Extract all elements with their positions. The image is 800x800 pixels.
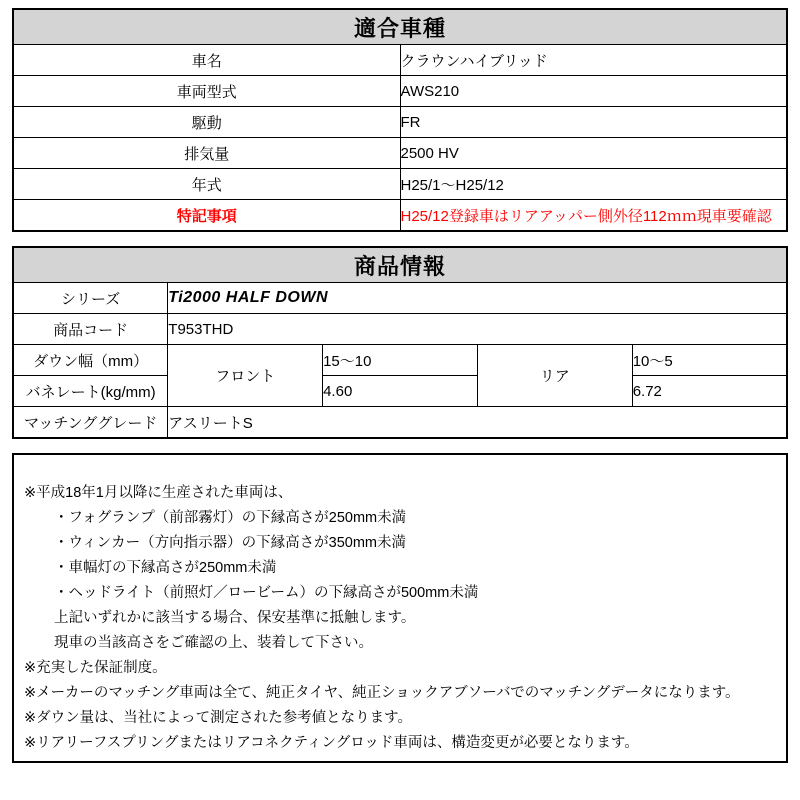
row-label-down-height: ダウン幅（mm）: [13, 345, 168, 376]
row-label-spring-rate: バネレート(kg/mm): [13, 376, 168, 407]
product-info-table: [12, 246, 788, 439]
note-line: ※平成18年1月以降に生産された車両は、: [24, 485, 293, 501]
table-row: [13, 169, 787, 200]
row-label-series: シリーズ: [13, 283, 168, 314]
axle-label-rear: リア: [477, 345, 632, 407]
row-value-series: Ti2000 HALF DOWN: [168, 283, 787, 314]
row-value-car-name: クラウンハイブリッド: [400, 45, 787, 76]
row-label-special-note: 特記事項: [13, 200, 400, 232]
row-value-drivetrain: FR: [400, 107, 787, 138]
table-spacer: [12, 232, 788, 246]
vehicle-table-title: 適合車種: [13, 9, 787, 45]
table-row: [13, 200, 787, 232]
note-line: ※メーカーのマッチング車両は全て、純正タイヤ、純正ショックアブソーバでのマッチングデータになります。: [24, 685, 740, 701]
note-line: ・フォグランプ（前部霧灯）の下縁高さが250mm未満: [54, 510, 407, 526]
note-line: ※リアリーフスプリングまたはリアコネクティングロッド車両は、構造変更が必要となります。: [24, 735, 639, 751]
axle-label-front: フロント: [168, 345, 323, 407]
note-line: ※充実した保証制度。: [24, 660, 167, 676]
table-row: [13, 345, 787, 376]
table-title-row: [13, 247, 787, 283]
row-label-product-code: 商品コード: [13, 314, 168, 345]
product-table-title: 商品情報: [13, 247, 787, 283]
row-label-car-name: 車名: [13, 45, 400, 76]
value-rear-down: 10〜5: [632, 345, 787, 376]
row-label-drivetrain: 駆動: [13, 107, 400, 138]
row-value-model-code: AWS210: [400, 76, 787, 107]
value-front-rate: 4.60: [323, 376, 478, 407]
row-label-displacement: 排気量: [13, 138, 400, 169]
row-value-year: H25/1〜H25/12: [400, 169, 787, 200]
table-row: [13, 407, 787, 439]
table-row: [13, 283, 787, 314]
row-value-matching-grade: アスリートS: [168, 407, 787, 439]
row-value-product-code: T953THD: [168, 314, 787, 345]
table-row: [13, 376, 787, 407]
row-value-special-note: H25/12登録車はリアアッパー側外径112ｍｍ現車要確認: [400, 200, 787, 232]
notes-box: [12, 453, 788, 763]
row-value-displacement: 2500 HV: [400, 138, 787, 169]
value-front-down: 15〜10: [323, 345, 478, 376]
table-title-row: [13, 9, 787, 45]
note-line: 上記いずれかに該当する場合、保安基準に抵触します。: [54, 610, 416, 626]
table-row: [13, 107, 787, 138]
vehicle-compatibility-table: [12, 8, 788, 232]
note-line: ・車幅灯の下縁高さが250mm未満: [54, 560, 277, 576]
note-line: ・ウィンカー（方向指示器）の下縁高さが350mm未満: [54, 535, 406, 551]
note-line: 現車の当該高さをご確認の上、装着して下さい。: [54, 635, 373, 651]
row-label-matching-grade: マッチンググレード: [13, 407, 168, 439]
table-row: [13, 314, 787, 345]
table-row: [13, 45, 787, 76]
value-rear-rate: 6.72: [632, 376, 787, 407]
row-label-model-code: 車両型式: [13, 76, 400, 107]
note-line: ※ダウン量は、当社によって測定された参考値となります。: [24, 710, 412, 726]
table-row: [13, 76, 787, 107]
table-row: [13, 138, 787, 169]
note-line: ・ヘッドライト（前照灯／ロービーム）の下縁高さが500mm未満: [54, 585, 479, 601]
row-label-year: 年式: [13, 169, 400, 200]
